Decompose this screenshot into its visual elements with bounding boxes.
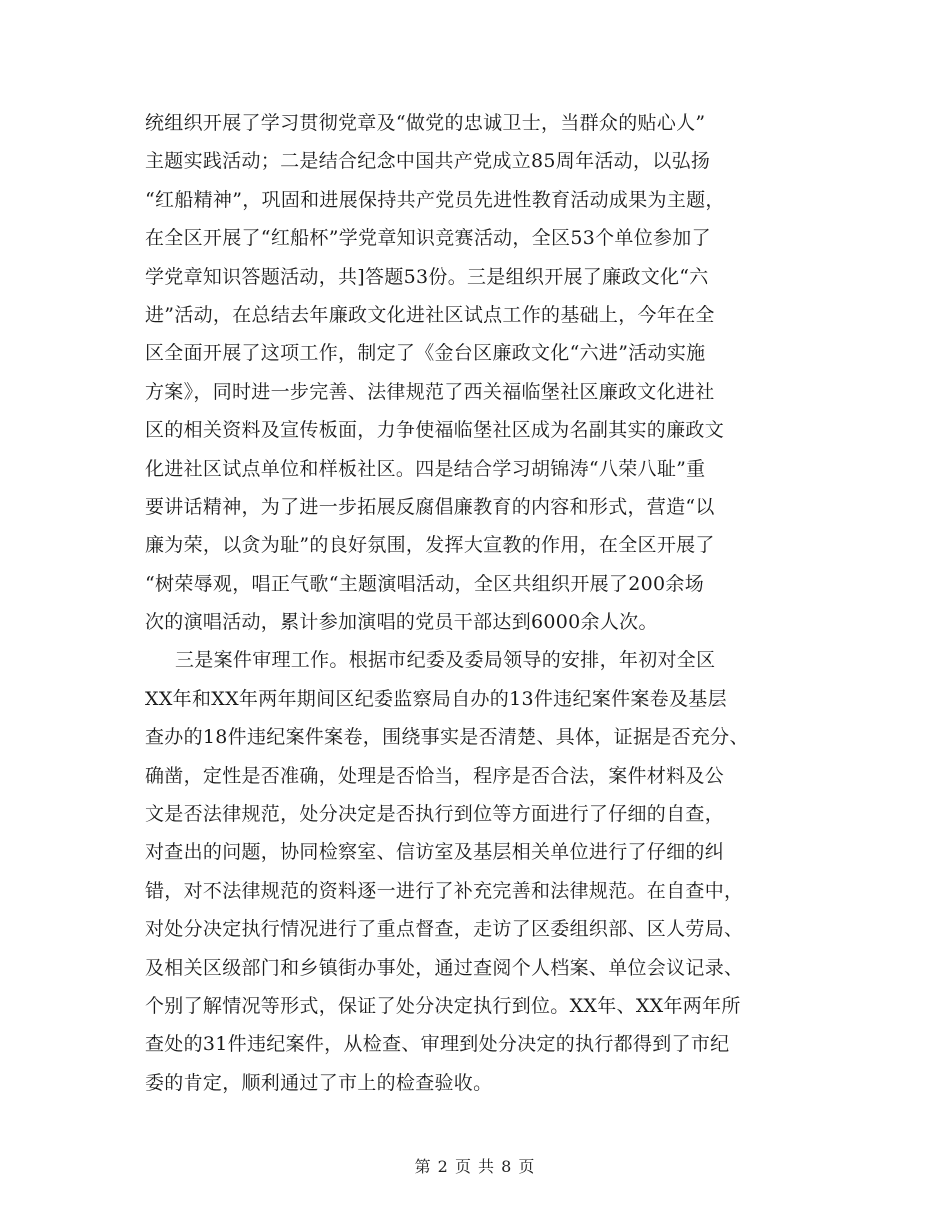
text-line: 廉为荣，以贪为耻”的良好氛围，发挥大宣教的作用，在全区开展了 — [145, 534, 715, 557]
text-line: 统组织开展了学习贯彻党章及“做党的忠诚卫士，当群众的贴心人” — [145, 112, 706, 134]
text-line: 错，对不法律规范的资料逐一进行了补充完善和法律规范。在自查中， — [145, 879, 744, 902]
text-line: 及相关区级部门和乡镇街办事处，通过查阅个人档案、单位会议记录、 — [145, 956, 744, 979]
text-line: 要讲话精神，为了进一步拓展反腐倡廉教育的内容和形式，营造“以 — [145, 495, 715, 518]
page-number-footer: 第 2 页 共 8 页 — [414, 1157, 536, 1176]
text-line: 查办的18件违纪案件案卷，围绕事实是否清楚、具体，证据是否充分、 — [145, 726, 749, 749]
text-line: 三是案件审理工作。根据市纪委及委局领导的安排，年初对全区 — [175, 649, 716, 672]
text-line: 化进社区试点单位和样板社区。四是结合学习胡锦涛“八荣八耻”重 — [145, 457, 706, 480]
paragraph-2 — [145, 641, 815, 1102]
text-line: 区的相关资料及宣传板面，力争使福临堡社区成为名副其实的廉政文 — [145, 419, 725, 442]
text-line: 方案》，同时进一步完善、法律规范了西关福临堡社区廉政文化进社 — [145, 380, 715, 403]
document-body — [145, 104, 815, 1102]
text-line: 区全面开展了这项工作，制定了《金台区廉政文化“六进”活动实施 — [145, 342, 706, 365]
text-line: 查处的31件违纪案件，从检查、审理到处分决定的执行都得到了市纪 — [145, 1033, 730, 1056]
text-line: 进”活动，在总结去年廉政文化进社区试点工作的基础上，今年在全 — [145, 303, 715, 326]
text-line: 个别了解情况等形式，保证了处分决定执行到位。XX年、XX年两年所 — [145, 994, 741, 1017]
text-line: 确凿，定性是否准确，处理是否恰当，程序是否合法，案件材料及公 — [145, 764, 725, 787]
text-line: 学党章知识答题活动，共]答题53份。三是组织开展了廉政文化“六 — [145, 265, 709, 288]
paragraph-1 — [145, 104, 815, 641]
text-line: 文是否法律规范，处分决定是否执行到位等方面进行了仔细的自查， — [145, 803, 725, 826]
text-line: XX年和XX年两年期间区纪委监察局自办的13件违纪案件案卷及基层 — [145, 687, 727, 710]
text-line: “红船精神”，巩固和进展保持共产党员先进性教育活动成果为主题， — [145, 188, 725, 211]
text-line: 次的演唱活动，累计参加演唱的党员干部达到6000余人次。 — [145, 611, 658, 634]
text-line: “树荣辱观，唱正气歌“主题演唱活动，全区共组织开展了200余场 — [145, 572, 704, 595]
text-line: 主题实践活动；二是结合纪念中国共产党成立85周年活动，以弘扬 — [145, 150, 711, 173]
text-line: 在全区开展了“红船杯”学党章知识竞赛活动，全区53个单位参加了 — [145, 227, 711, 250]
text-line: 对处分决定执行情况进行了重点督查，走访了区委组织部、区人劳局、 — [145, 918, 744, 941]
text-line: 委的肯定，顺利通过了市上的检查验收。 — [145, 1071, 493, 1094]
text-line: 对查出的问题，协同检察室、信访室及基层相关单位进行了仔细的纠 — [145, 841, 725, 864]
